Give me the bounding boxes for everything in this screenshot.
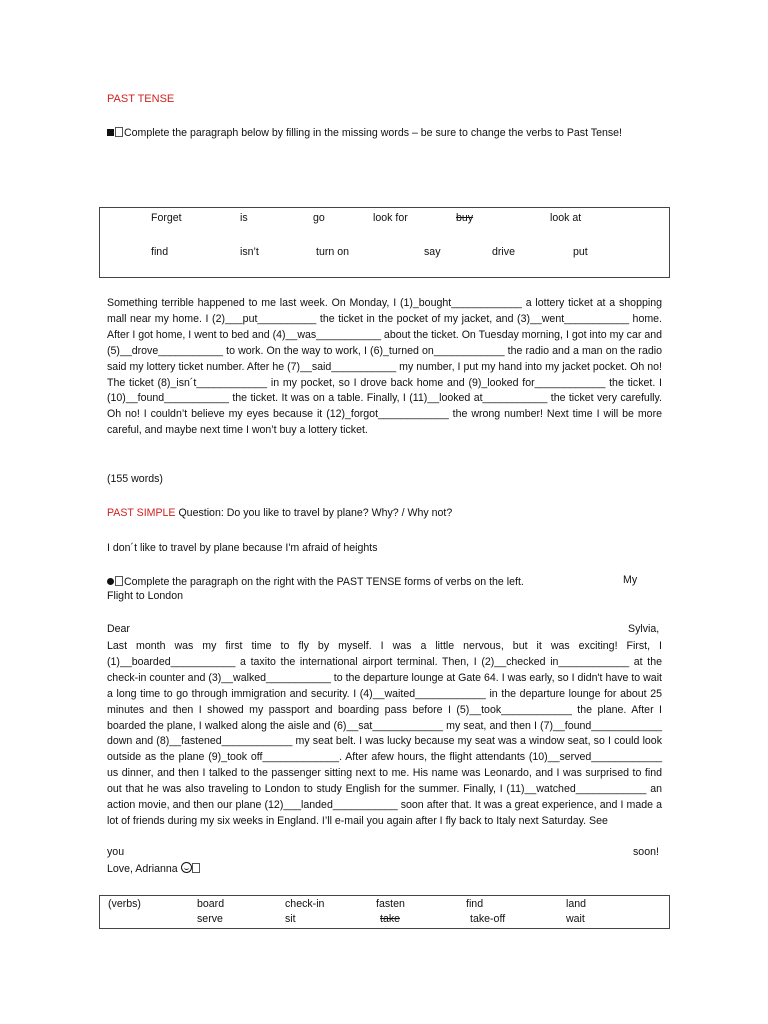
salutation: Dear bbox=[107, 623, 130, 635]
verb-wait: wait bbox=[566, 913, 585, 925]
word-is: is bbox=[240, 212, 248, 224]
past-simple-label: PAST SIMPLE bbox=[107, 507, 176, 519]
closing-right: soon! bbox=[633, 846, 659, 858]
word-buy-struck: buy bbox=[456, 212, 474, 224]
verb-land: land bbox=[566, 898, 587, 910]
recipient: Sylvia, bbox=[628, 623, 660, 635]
closing-left: you bbox=[107, 846, 125, 858]
answer-text: I don´t like to travel by plane because I'm afraid of heights bbox=[107, 542, 378, 554]
word-isnt: isn’t bbox=[240, 246, 259, 258]
missing-glyph-icon bbox=[192, 863, 200, 873]
square-bullet-icon bbox=[107, 129, 114, 136]
word-go: go bbox=[313, 212, 325, 224]
letter-title-part1: My bbox=[623, 574, 638, 586]
verb-sit: sit bbox=[285, 913, 296, 925]
letter-paragraph: Last month was my first time to fly by myself. I was a little nervous, but it was exciting! First, I (1)__boarded___________ a taxito the international airport terminal. Then, I (2)__checked in____________ at the check-in counter and (3)__walked___________ to the departure lounge at Gate 64. I was early, so I didn't have to wait a long time to go through immigration and security. I (4)__waited____________ in the departure lounge for about 25 minutes and then I showed my passport and boarding pass before I (5)__took____________ the plane. After I boarded the plane, I walked along the aisle and (6)__sat____________ my seat, and then I (7)__found____________ down and (8)__fastened____________ my seat belt. I was lucky because my seat was a window seat, so I could look outside as the plane (9)_took off_____________. After afew hours, the flight attendants (10)__served____________ us dinner, and then I talked to the passenger sitting next to me. His name was Leonardo, and I was surprised to find out that he was also traveling to London to study English for the summer. Finally, I (11)__watched____________ an action movie, and then our plane (12)___landed___________ soon after that. It was a great experience, and I made a lot of friends during my six weeks in England. I’ll e-mail you again after I fly back to Italy next Saturday. See bbox=[107, 640, 662, 827]
question-text: Question: Do you like to travel by plane? Why? / Why not? bbox=[175, 507, 453, 519]
word-turn-on: turn on bbox=[316, 246, 349, 258]
instruction-2 bbox=[107, 574, 667, 590]
verbs-label: (verbs) bbox=[108, 898, 141, 910]
verb-box bbox=[99, 895, 670, 929]
verb-fasten: fasten bbox=[376, 898, 405, 910]
signoff: Love, Adrianna bbox=[107, 863, 178, 875]
smiley-face-icon bbox=[181, 862, 192, 873]
letter-title-part2: Flight to London bbox=[107, 590, 183, 602]
word-find: find bbox=[151, 246, 169, 258]
word-drive: drive bbox=[492, 246, 515, 258]
verb-board: board bbox=[197, 898, 225, 910]
word-forget: Forget bbox=[151, 212, 182, 224]
missing-glyph-icon bbox=[115, 127, 123, 137]
instruction-2-text: Complete the paragraph on the right with the PAST TENSE forms of verbs on the left. bbox=[124, 576, 524, 588]
verb-serve: serve bbox=[197, 913, 223, 925]
word-look-at: look at bbox=[550, 212, 582, 224]
missing-glyph-icon bbox=[115, 576, 123, 586]
round-bullet-icon bbox=[107, 578, 114, 585]
verb-check-in: check-in bbox=[285, 898, 325, 910]
story-paragraph: Something terrible happened to me last week. On Monday, I (1)_bought____________ a lottery ticket at a shopping mall near my home. I (2)___put__________ the ticket in the pocket of my jacket, and (3)__went___________ home. After I got home, I went to bed and (4)__was___________ about the ticket. On Tuesday morning, I got into my car and (5)__drove___________ to work. On the way to work, I (6)_turned on____________ the radio and a man on the radio said my lottery ticket number. After he (7)__said___________ my number, I put my hand into my jacket pocket. Oh no! The ticket (8)_isn´t____________ in my pocket, so I drove back home and (9)_looked for____________ the ticket. I (10)__found___________ the ticket. It was on a table. Finally, I (11)__looked at___________ the ticket very carefully. Oh no! I couldn’t believe my eyes because it (12)_forgot____________ the wrong number! Next time I will be more careful, and maybe next time I won’t buy a lottery ticket. bbox=[107, 297, 662, 437]
word-box bbox=[99, 207, 670, 278]
word-count: (155 words) bbox=[107, 473, 163, 485]
question-line bbox=[107, 507, 452, 519]
instruction-1 bbox=[107, 125, 667, 141]
word-put: put bbox=[573, 246, 588, 258]
signoff-line bbox=[107, 862, 201, 875]
instruction-1-text: Complete the paragraph below by filling in the missing words – be sure to change the verbs to Past Tense! bbox=[124, 127, 622, 139]
section-heading-past-tense: PAST TENSE bbox=[107, 93, 175, 105]
word-say: say bbox=[424, 246, 441, 258]
word-look-for: look for bbox=[373, 212, 408, 224]
verb-take-struck: take bbox=[380, 913, 401, 925]
verb-take-off: take-off bbox=[470, 913, 506, 925]
verb-find: find bbox=[466, 898, 484, 910]
